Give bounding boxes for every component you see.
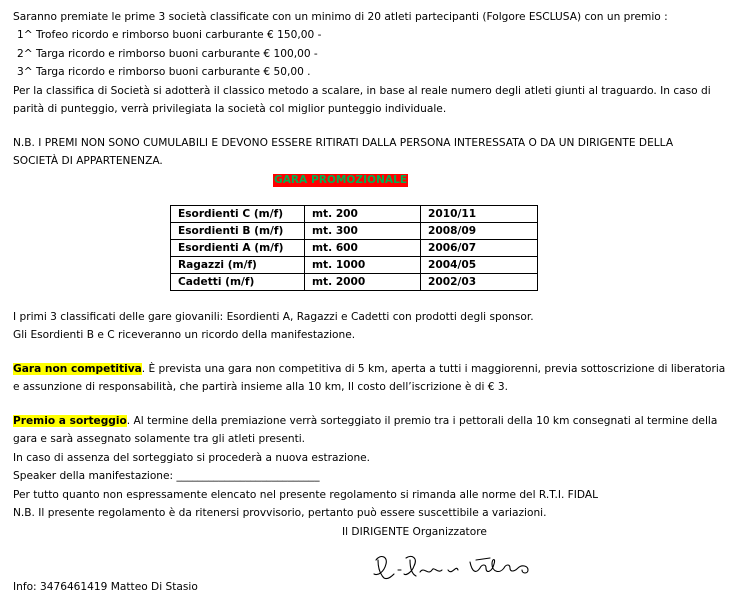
distance-cell: mt. 600 bbox=[305, 240, 421, 257]
prize-second: 2^ Targa ricordo e rimborso buoni carburante € 100,00 - bbox=[17, 48, 318, 60]
years-cell: 2004/05 bbox=[421, 257, 538, 274]
years-cell: 2002/03 bbox=[421, 274, 538, 291]
sorteggio-text-2: gara e sarà assegnato solamente tra gli atleti presenti. bbox=[13, 433, 306, 445]
table-row bbox=[171, 206, 538, 223]
intro-line: Saranno premiate le prime 3 società classificate con un minimo di 20 atleti partecipanti (Folgore ESCLUSA) con un premio : bbox=[13, 11, 668, 23]
distance-cell: mt. 1000 bbox=[305, 257, 421, 274]
years-cell: 2008/09 bbox=[421, 223, 538, 240]
sorteggio-paragraph bbox=[13, 414, 717, 428]
category-cell: Esordienti C (m/f) bbox=[171, 206, 305, 223]
prize-third: 3^ Targa ricordo e rimborso buoni carburante € 50,00 . bbox=[17, 66, 311, 78]
table-row bbox=[171, 257, 538, 274]
gara-promozionale-title: GARA PROMOZIONALE bbox=[274, 174, 408, 186]
non-competitiva-text-1: . È prevista una gara non competitiva di 5 km, aperta a tutti i maggiorenni, previa sottoscrizione di liberatoria bbox=[141, 363, 726, 375]
category-cell: Cadetti (m/f) bbox=[171, 274, 305, 291]
handwritten-signature bbox=[372, 550, 542, 590]
category-cell: Esordienti A (m/f) bbox=[171, 240, 305, 257]
speaker-line: Speaker della manifestazione: ___________________________ bbox=[13, 470, 320, 482]
years-cell: 2010/11 bbox=[421, 206, 538, 223]
prize-first: 1^ Trofeo ricordo e rimborso buoni carburante € 150,00 - bbox=[17, 29, 322, 41]
category-cell: Ragazzi (m/f) bbox=[171, 257, 305, 274]
giovanili-line-2: Gli Esordienti B e C riceveranno un ricordo della manifestazione. bbox=[13, 329, 356, 341]
sorteggio-label: Premio a sorteggio bbox=[13, 415, 127, 427]
non-competitiva-paragraph bbox=[13, 362, 725, 376]
giovanili-line-1: I primi 3 classificati delle gare giovanili: Esordienti A, Ragazzi e Cadetti con prodotti degli sponsor. bbox=[13, 311, 534, 323]
nb-line-1: N.B. I PREMI NON SONO CUMULABILI E DEVONO ESSERE RITIRATI DALLA PERSONA INTERESSATA O DA UN DIRIGENTE DELLA bbox=[13, 137, 674, 149]
distance-cell: mt. 2000 bbox=[305, 274, 421, 291]
sorteggio-text-1: . Al termine della premiazione verrà sorteggiato il premio tra i pettorali della 10 km consegnati al termine della bbox=[126, 415, 718, 427]
dirigente-label: Il DIRIGENTE Organizzatore bbox=[342, 526, 487, 538]
non-competitiva-label: Gara non competitiva bbox=[13, 363, 142, 375]
table-row bbox=[171, 274, 538, 291]
distance-cell: mt. 200 bbox=[305, 206, 421, 223]
classifica-line-2: parità di punteggio, verrà privilegiata la società col miglior punteggio individuale. bbox=[13, 103, 447, 115]
years-cell: 2006/07 bbox=[421, 240, 538, 257]
provvisorio-line: N.B. Il presente regolamento è da ritenersi provvisorio, pertanto può essere suscettibile a variazioni. bbox=[13, 507, 547, 519]
nb-line-2: SOCIETÀ DI APPARTENENZA. bbox=[13, 155, 163, 167]
non-competitiva-text-2: e assunzione di responsabilità, che partirà insieme alla 10 km, Il costo dell’iscrizione è di € 3. bbox=[13, 381, 508, 393]
info-contact: Info: 3476461419 Matteo Di Stasio bbox=[13, 581, 198, 593]
categories-table bbox=[170, 205, 538, 291]
table-row bbox=[171, 223, 538, 240]
distance-cell: mt. 300 bbox=[305, 223, 421, 240]
sorteggio-text-3: In caso di assenza del sorteggiato si procederà a nuova estrazione. bbox=[13, 452, 371, 464]
table-row bbox=[171, 240, 538, 257]
category-cell: Esordienti B (m/f) bbox=[171, 223, 305, 240]
fidal-line: Per tutto quanto non espressamente elencato nel presente regolamento si rimanda alle norme del R.T.I. FIDAL bbox=[13, 489, 599, 501]
classifica-line-1: Per la classifica di Società si adotterà il classico metodo a scalare, in base al reale numero degli atleti giunti al traguardo. In caso di bbox=[13, 85, 711, 97]
